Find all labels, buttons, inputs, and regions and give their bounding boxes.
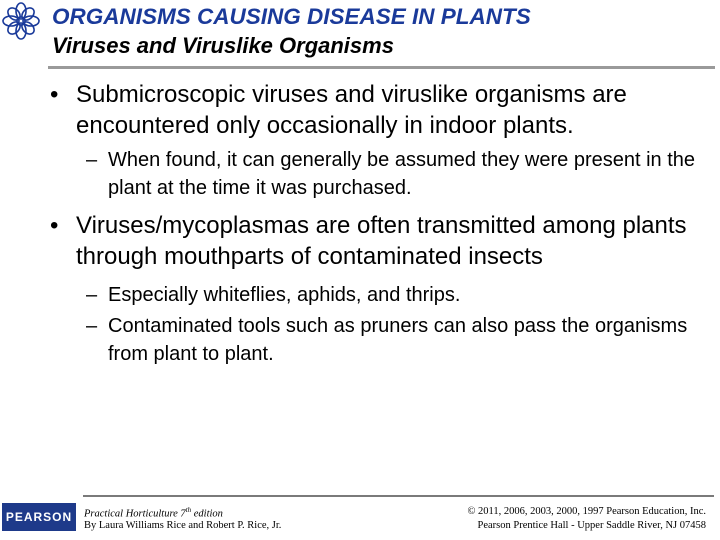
bullet-item xyxy=(50,79,700,141)
book-edition-word: edition xyxy=(191,508,223,520)
sub-bullet-mark: – xyxy=(86,315,98,337)
sub-bullet-text: Especially whiteflies, aphids, and thrips. xyxy=(108,284,461,306)
publisher-info: Pearson Prentice Hall - Upper Saddle River, NJ 07458 xyxy=(477,520,706,531)
copyright-notice: © 2011, 2006, 2003, 2000, 1997 Pearson Education, Inc. xyxy=(467,506,706,517)
book-edition-sup: th xyxy=(185,506,192,514)
pearson-logo: PEARSON xyxy=(2,503,76,531)
sub-bullet-mark: – xyxy=(86,149,98,171)
sub-bullet-item xyxy=(86,146,696,202)
sub-bullet-text: When found, it can generally be assumed they were present in the plant at the time it was purchased. xyxy=(108,149,696,199)
sub-bullet-item xyxy=(86,281,696,309)
sub-bullet-item xyxy=(86,312,696,368)
book-authors: By Laura Williams Rice and Robert P. Rice, Jr. xyxy=(84,520,282,531)
bullet-mark: • xyxy=(50,212,59,239)
bullet-text: Viruses/mycoplasmas are often transmitted among plants through mouthparts of contaminated insects xyxy=(76,212,687,270)
title-divider xyxy=(48,66,715,69)
book-title-text: Practical Horticulture 7 xyxy=(84,508,186,520)
slide-title: ORGANISMS CAUSING DISEASE IN PLANTS xyxy=(52,4,531,29)
slide-subtitle: Viruses and Viruslike Organisms xyxy=(52,33,394,58)
flower-logo-icon xyxy=(1,1,41,41)
footer-divider xyxy=(83,495,714,497)
sub-bullet-mark: – xyxy=(86,284,98,306)
sub-bullet-text: Contaminated tools such as pruners can also pass the organisms from plant to plant. xyxy=(108,315,688,365)
book-title xyxy=(84,506,223,520)
bullet-text: Submicroscopic viruses and viruslike organisms are encountered only occasionally in indoor plants. xyxy=(76,81,627,139)
bullet-mark: • xyxy=(50,81,59,108)
bullet-item xyxy=(50,210,700,272)
